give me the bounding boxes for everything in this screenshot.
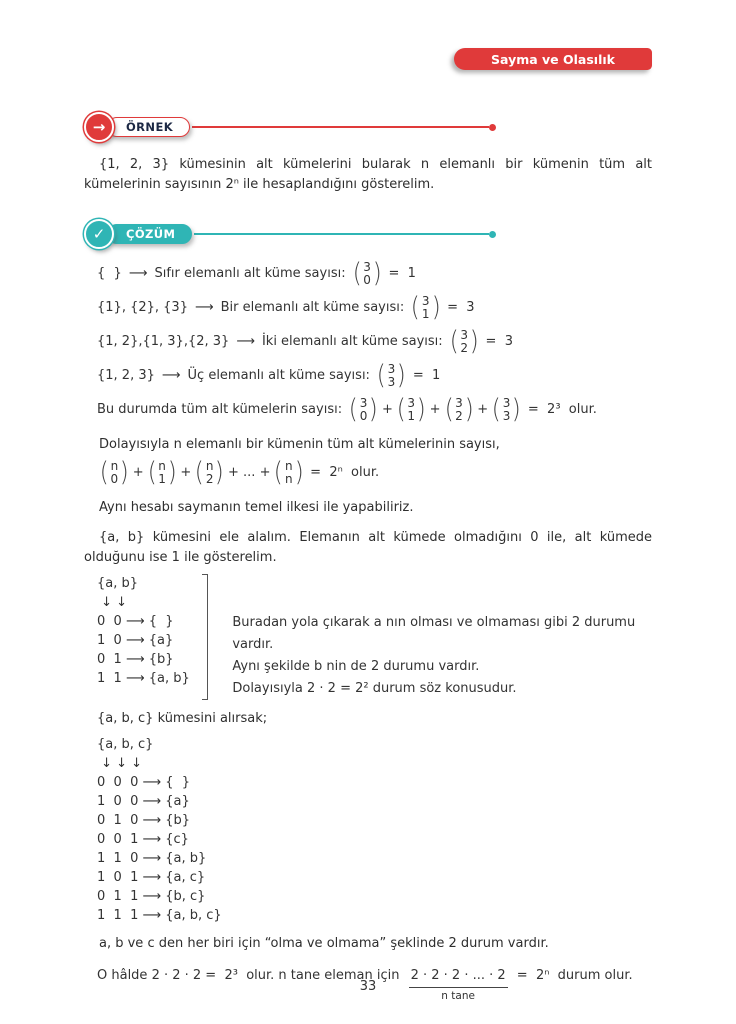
binomial-stack	[454, 397, 464, 423]
binomial-coefficient	[194, 456, 225, 489]
mapping-row: 0 1 1 ⟶ {b, c}	[97, 888, 206, 904]
subset-list: {1, 2, 3}	[97, 368, 155, 384]
binomial-coefficient	[396, 393, 427, 426]
set-header: {a, b, c}	[97, 736, 154, 752]
solution-check-icon	[84, 219, 114, 249]
mapping-row: 0 0 ⟶ { }	[97, 613, 174, 629]
solution-rule-dot	[489, 231, 496, 238]
solution-label-text: ÇÖZÜM	[126, 227, 176, 242]
binomial-coefficient	[410, 291, 441, 324]
subset-desc: İki elemanlı alt küme sayısı:	[261, 334, 447, 350]
paren-open-icon: (	[491, 394, 501, 426]
binomial-coefficient	[352, 257, 383, 290]
sum-result: = 2³ olur.	[527, 402, 597, 418]
subset-list: {1, 2},{1, 3},{2, 3}	[97, 334, 230, 350]
binomial-bottom: 3	[387, 374, 396, 389]
binomial-bottom: 2	[460, 340, 468, 355]
binomial-top: 3	[407, 395, 416, 410]
subset-list: { }	[97, 266, 122, 282]
binomial-stack	[359, 397, 369, 423]
subset-list: {1}, {2}, {3}	[97, 300, 188, 316]
binomial-stack	[459, 329, 469, 355]
underbrace-text: 2 · 2 · 2 · ... · 2	[409, 966, 508, 988]
down-arrows-icon: ↓ ↓ ↓	[97, 755, 143, 771]
subset-count-line	[97, 325, 652, 358]
paren-open-icon: (	[349, 394, 358, 426]
down-arrows-icon: ↓ ↓	[97, 594, 128, 610]
subset-result: = 1	[388, 266, 416, 282]
binomial-top: 3	[421, 293, 430, 308]
mapping-row: 1 1 1 ⟶ {a, b, c}	[97, 907, 222, 923]
mapping-row: 0 1 ⟶ {b}	[97, 651, 174, 667]
note-line: Aynı şekilde b nin de 2 durumu vardır.	[232, 658, 480, 674]
ellipsis-plus: + ... +	[228, 465, 271, 481]
solution-header	[84, 219, 496, 249]
final-suffix: = 2ⁿ durum olur.	[512, 968, 633, 984]
topic-badge	[454, 48, 652, 70]
binomial-stack	[362, 261, 372, 287]
paren-open-icon: (	[444, 394, 454, 426]
binomial-stack	[421, 295, 431, 321]
binomial-top: n	[205, 458, 214, 473]
binomial-stack	[157, 460, 167, 486]
paren-open-icon: (	[147, 457, 157, 489]
check-glyph: ✓	[92, 225, 106, 244]
binomial-coefficient	[273, 456, 304, 489]
binomial-bottom: 3	[502, 408, 511, 423]
general-intro: Dolayısıyla n elemanlı bir kümenin tüm alt kümelerinin sayısı,	[99, 437, 500, 453]
paren-close-icon: )	[294, 457, 304, 489]
plus-sign: +	[381, 402, 393, 418]
paren-open-icon: (	[396, 394, 406, 426]
binomial-coefficient	[348, 393, 379, 426]
subset-result: = 1	[412, 368, 441, 384]
paren-close-icon: )	[416, 394, 426, 426]
example-arrow-icon	[84, 112, 114, 142]
example-header	[84, 112, 496, 142]
sum-prefix: Bu durumda tüm alt kümelerin sayısı:	[97, 402, 347, 418]
final-prefix: O hâlde 2 · 2 · 2 = 2³ olur. n tane eleman için	[97, 968, 404, 984]
mapping-row: 1 1 0 ⟶ {a, b}	[97, 850, 207, 866]
plus-sign: +	[180, 465, 192, 481]
paren-close-icon: )	[397, 360, 407, 392]
binomial-bottom: 0	[363, 272, 371, 287]
binomial-top: 3	[502, 395, 511, 410]
subset-count-line	[97, 359, 652, 392]
binomial-top: 3	[460, 327, 468, 342]
paren-open-icon: (	[411, 292, 421, 324]
solution-label	[107, 224, 192, 244]
mapping-row: 0 0 1 ⟶ {c}	[97, 831, 189, 847]
example-body: {1, 2, 3} kümesinin alt kümelerini bularak n elemanlı bir kümenin tüm alt kümelerinin sayısının 2ⁿ ile hesaplandığını gösterelim.	[84, 157, 652, 193]
binomial-top: 3	[387, 361, 396, 376]
paren-close-icon: )	[215, 457, 225, 489]
paren-open-icon: (	[449, 326, 459, 358]
mapping-row: 1 0 1 ⟶ {a, c}	[97, 869, 206, 885]
binomial-coefficient	[376, 359, 407, 392]
example-label	[107, 117, 190, 137]
paren-close-icon: )	[464, 394, 474, 426]
binomial-top: 3	[455, 395, 463, 410]
binomial-stack	[284, 460, 294, 486]
paren-open-icon: (	[99, 457, 109, 489]
subset-count-line	[97, 291, 652, 324]
mapping-row: 1 0 ⟶ {a}	[97, 632, 174, 648]
binomial-coefficient	[491, 393, 522, 426]
abc-mapping-table	[97, 735, 222, 925]
paren-open-icon: (	[274, 457, 284, 489]
ab-mapping-table	[97, 574, 190, 700]
example-label-text: ÖRNEK	[126, 119, 174, 134]
binomial-stack	[406, 397, 416, 423]
mapping-row: 0 1 0 ⟶ {b}	[97, 812, 191, 828]
subset-desc: Üç elemanlı alt küme sayısı:	[187, 368, 375, 384]
subset-result: = 3	[485, 334, 513, 350]
subset-count-line	[97, 257, 652, 290]
note-line: Buradan yola çıkarak a nın olması ve olmaması gibi 2 durumu vardır.	[232, 614, 636, 652]
abc-mapping-section	[97, 735, 652, 925]
general-sum-line	[97, 456, 652, 489]
binomial-coefficient	[147, 456, 178, 489]
binomial-stack	[110, 460, 120, 486]
binomial-stack	[205, 460, 215, 486]
long-arrow-icon: ⟶	[128, 266, 148, 282]
binomial-bottom: 0	[359, 408, 368, 423]
arrow-glyph: →	[92, 118, 106, 136]
solution-rule-line	[194, 233, 489, 235]
sum-line	[97, 393, 652, 426]
paren-close-icon: )	[372, 258, 382, 290]
ab-notes	[232, 574, 652, 700]
binomial-bottom: 2	[205, 471, 214, 486]
right-bracket	[202, 574, 209, 700]
abc-intro: {a, b, c} kümesini alırsak;	[97, 710, 268, 726]
mapping-row: 1 0 0 ⟶ {a}	[97, 793, 190, 809]
page-number: 33	[359, 979, 377, 994]
paren-close-icon: )	[369, 394, 379, 426]
binomial-bottom: 2	[455, 408, 463, 423]
plus-sign: +	[429, 402, 441, 418]
long-arrow-icon: ⟶	[194, 300, 214, 316]
abc-note: a, b ve c den her biri için “olma ve olmama” şeklinde 2 durum vardır.	[99, 935, 549, 951]
long-arrow-icon: ⟶	[236, 334, 255, 350]
mapping-row: 0 0 0 ⟶ { }	[97, 774, 191, 790]
principle-intro: Aynı hesabı saymanın temel ilkesi ile yapabiliriz.	[99, 500, 414, 516]
binomial-bottom: n	[285, 471, 293, 486]
subset-desc: Sıfır elemanlı alt küme sayısı:	[154, 266, 350, 282]
note-line: Dolayısıyla 2 · 2 = 2² durum söz konusudur.	[232, 680, 517, 696]
plus-sign: +	[477, 402, 489, 418]
topic-badge-label: Sayma ve Olasılık	[491, 51, 615, 67]
ab-mapping-section	[97, 574, 652, 700]
plus-sign: +	[132, 465, 144, 481]
general-result: = 2ⁿ olur.	[310, 465, 380, 481]
binomial-bottom: 1	[407, 408, 416, 423]
subset-result: = 3	[447, 300, 475, 316]
binomial-top: n	[158, 458, 166, 473]
paren-close-icon: )	[431, 292, 441, 324]
binomial-stack	[502, 397, 512, 423]
underbrace-label: n tane	[441, 989, 475, 1002]
binomial-coefficient	[449, 325, 480, 358]
example-rule-dot	[489, 124, 496, 131]
binomial-bottom: 1	[158, 471, 166, 486]
paren-close-icon: )	[167, 457, 177, 489]
binomial-top: n	[110, 458, 119, 473]
binomial-coefficient	[444, 393, 475, 426]
binomial-bottom: 1	[421, 306, 430, 321]
mapping-row: 1 1 ⟶ {a, b}	[97, 670, 190, 686]
paren-open-icon: (	[352, 258, 362, 290]
binomial-top: 3	[363, 259, 371, 274]
long-arrow-icon: ⟶	[161, 368, 181, 384]
binomial-coefficient	[99, 456, 130, 489]
set-header: {a, b}	[97, 575, 139, 591]
subset-desc: Bir elemanlı alt küme sayısı:	[220, 300, 409, 316]
binomial-bottom: 0	[110, 471, 119, 486]
ab-intro: {a, b} kümesini ele alalım. Elemanın alt kümede olmadığını 0 ile, alt kümede olduğunu ise 1 ile gösterelim.	[84, 529, 652, 565]
paren-open-icon: (	[195, 457, 205, 489]
binomial-top: n	[285, 458, 293, 473]
paren-close-icon: )	[469, 326, 479, 358]
subset-count-block	[84, 257, 652, 426]
paren-close-icon: )	[512, 394, 522, 426]
binomial-top: 3	[359, 395, 368, 410]
binomial-stack	[387, 363, 397, 389]
example-rule-line	[192, 126, 489, 128]
paren-close-icon: )	[119, 457, 129, 489]
paren-open-icon: (	[376, 360, 386, 392]
